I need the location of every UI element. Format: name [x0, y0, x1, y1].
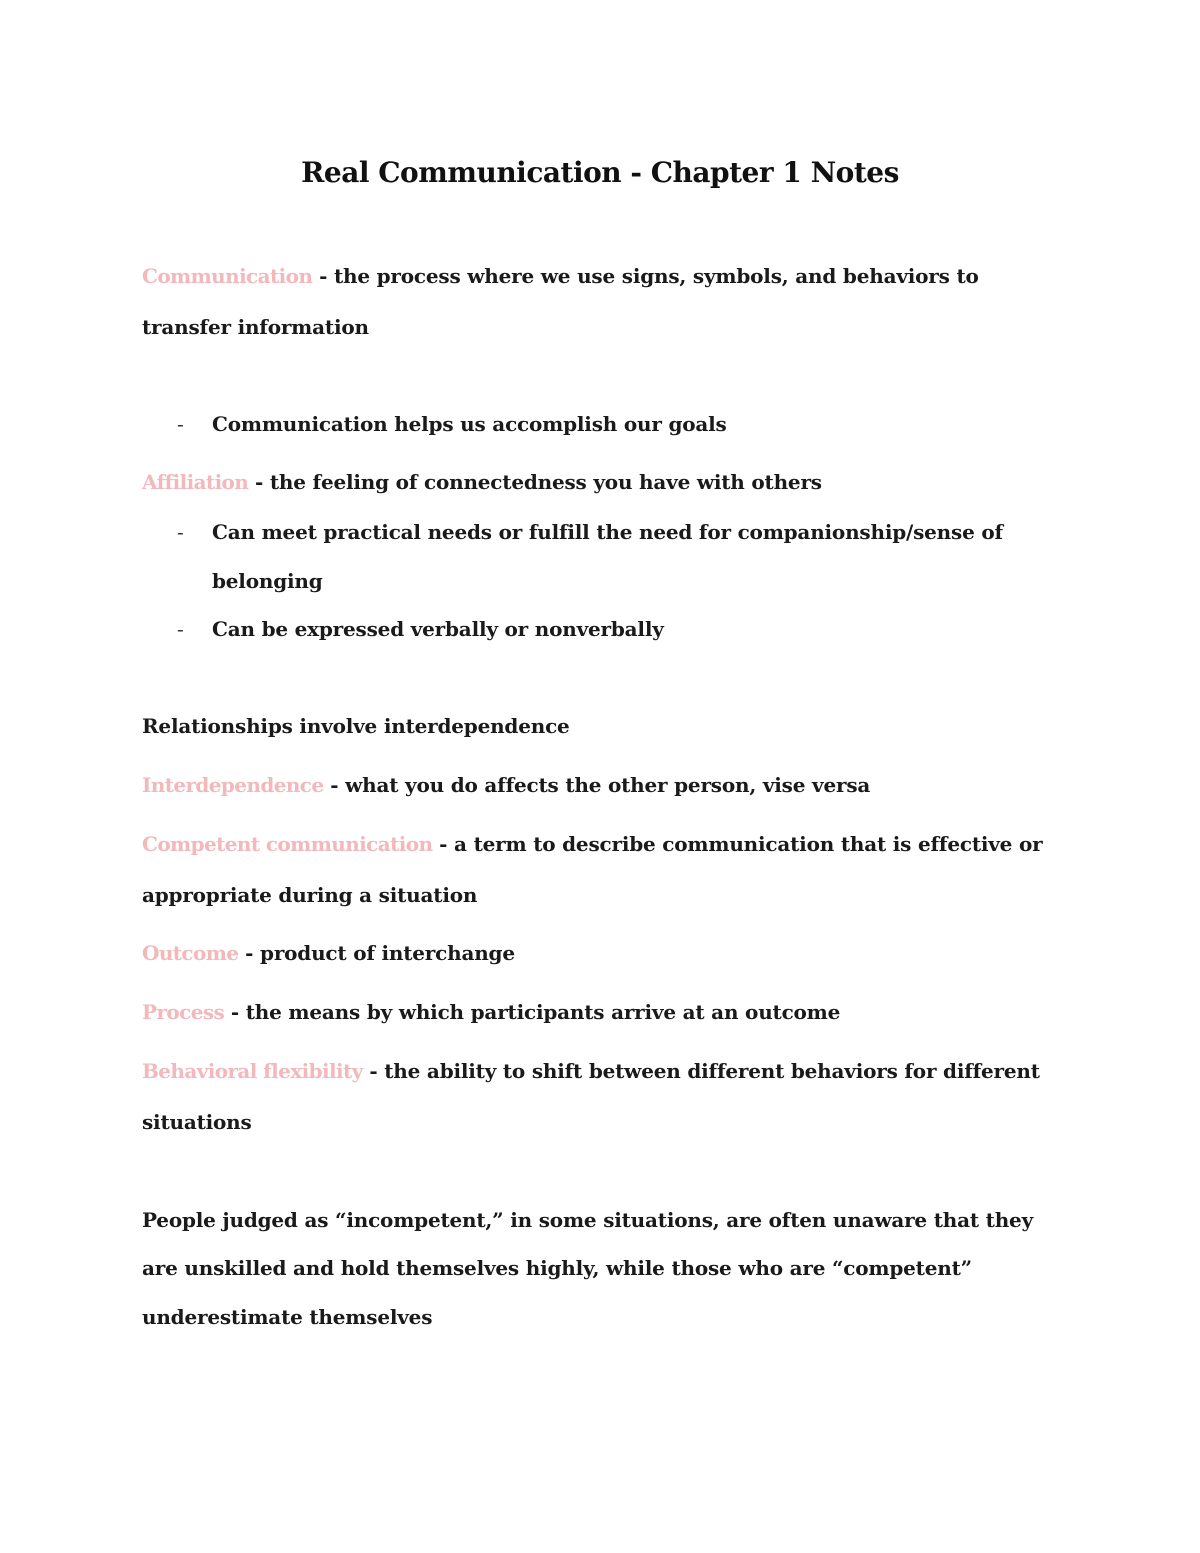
definition-behavioral-flexibility [142, 1059, 1072, 1083]
closing-paragraph-line-1: People judged as “incompetent,” in some situations, are often unaware that they [142, 1208, 1033, 1232]
bullet-affiliation-needs-continued: belonging [212, 569, 323, 593]
relationships-note: Relationships involve interdependence [142, 714, 570, 738]
definition-outcome [142, 941, 1072, 965]
definition-text: - a term to describe communication that is effective or [432, 832, 1043, 856]
definition-text: - what you do affects the other person, vise versa [323, 773, 871, 797]
definition-text: - product of interchange [238, 941, 515, 965]
definition-communication [142, 264, 1072, 288]
definition-affiliation [142, 470, 1072, 494]
definition-text: - the means by which participants arrive at an outcome [224, 1000, 841, 1024]
definition-text: - the feeling of connectedness you have with others [248, 470, 822, 494]
bullet-marker: - [177, 617, 184, 641]
term-competent-communication: Competent communication [142, 832, 433, 856]
term-outcome: Outcome [142, 941, 239, 965]
definition-process [142, 1000, 1072, 1024]
definition-interdependence [142, 773, 1072, 797]
term-behavioral-flexibility: Behavioral flexibility [142, 1059, 363, 1083]
definition-competent-communication [142, 832, 1072, 856]
page-title: Real Communication - Chapter 1 Notes [301, 156, 899, 189]
definition-competent-communication-continued: appropriate during a situation [142, 883, 478, 907]
bullet-affiliation-expressed: Can be expressed verbally or nonverbally [212, 617, 664, 641]
definition-text: - the process where we use signs, symbols, and behaviors to [312, 264, 979, 288]
term-process: Process [142, 1000, 225, 1024]
closing-paragraph-line-3: underestimate themselves [142, 1305, 433, 1329]
definition-text: - the ability to shift between different behaviors for different [362, 1059, 1040, 1083]
closing-paragraph-line-2: are unskilled and hold themselves highly, while those who are “competent” [142, 1256, 972, 1280]
bullet-affiliation-needs: Can meet practical needs or fulfill the need for companionship/sense of [212, 520, 1003, 544]
definition-behavioral-flexibility-continued: situations [142, 1110, 252, 1134]
term-interdependence: Interdependence [142, 773, 324, 797]
term-affiliation: Affiliation [142, 470, 249, 494]
definition-communication-continued: transfer information [142, 315, 369, 339]
term-communication: Communication [142, 264, 313, 288]
bullet-marker: - [177, 412, 184, 436]
bullet-communication-goals: Communication helps us accomplish our goals [212, 412, 727, 436]
bullet-marker: - [177, 520, 184, 544]
